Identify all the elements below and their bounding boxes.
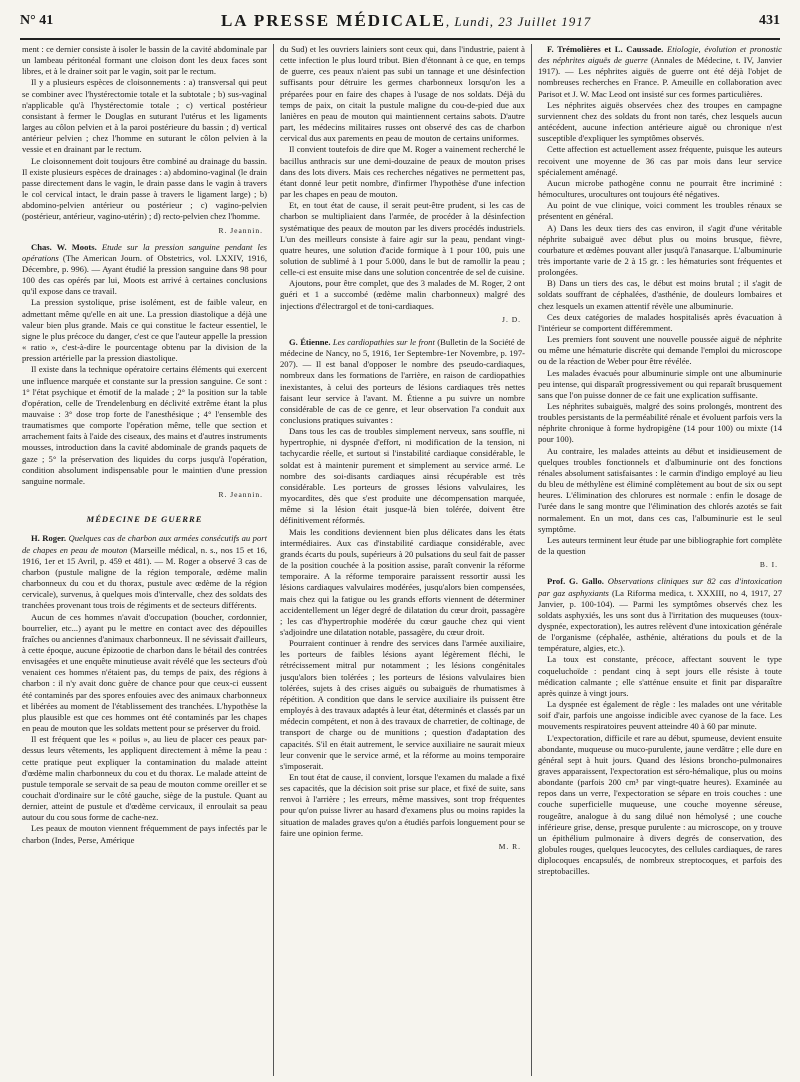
page-number: 431 — [759, 13, 780, 28]
article-entry — [22, 533, 267, 611]
paragraph: Il est fréquent que les « poilus », au lieu de placer ces peaux par-dessus leurs vêtements, les appliquent directement à même la peau : cette pratique peut expliquer la contamination du malade atteint d'œdème malin charbonneux du cou et du thorax. Le malade atteint de pustule temporale se servait de sa peau de mouton comme oreiller et se couchait d'ordinaire sur le côté gauche, siège de la pustule. Quant au dernier, atteint de pustule et d'œdème cervicaux, il enroulait sa peau autour du cou sous forme de cache-nez. — [22, 734, 267, 823]
article-entry — [22, 242, 267, 298]
paragraph: Les premiers font souvent une nouvelle poussée aiguë de néphrite ou même une hématurie discrète qui demande l'emploi du microscope ou de la réaction de Weber pour être révélée. — [538, 334, 782, 367]
article-text: Il est banal d'opposer le nombre des pseudo-cardiaques, nombreux dans les formations de l'arrière, en raison de cardiopathies inexistantes, à celui des porteurs de lésions cardiaques très nettes faisant leur service à l'avant. M. Étienne a pu suivre un nombre considérable de cas de ce genre, et leur observation l'a conduit aux conclusions pratiques suivantes : — [280, 359, 525, 425]
journal-name: LA PRESSE MÉDICALE — [220, 11, 446, 30]
paragraph: Aucun microbe pathogène connu ne pourrait être incriminé : hémocultures, urocultures ont toujours été négatives. — [538, 177, 782, 200]
article-author: G. Étienne. — [289, 336, 331, 347]
paragraph: Il existe dans la technique opératoire certains éléments qui exercent une influence marquée et constante sur la pression sanguine. Ce sont : 1° l'état psychique et émotif de la malade ; 2° la position sur la table d'opération, celle de Trendelenburg en déclivité extrême étant la plus mauvaise : 3° dose trop forte de l'anesthésique ; 4° l'ensemble des traumatismes que comporte l'opération même, telle que section et arrachement faits à l'aide des ciseaux, des mains et d'autres instruments mousses, introduction dans la cavité abdominale de grands paquets de gaze ; 5° la préservation des liquides du corps jusqu'à l'opération, condition absolument indispensable pour le maintien d'une pression sanguine normale. — [22, 364, 267, 486]
article-reference: (La Riforma medica, t. XXXIII, no 4, 1917, 27 Janvier, p. 100-104). — — [538, 587, 782, 609]
paragraph: Les néphrites aiguës observées chez des troupes en campagne surviennent chez des soldats du front non tarés, chez lesquels aucun antécédent, aucune infection antérieure aiguë ou chronique n'est susceptible d'expliquer les symptômes observés. — [538, 99, 782, 144]
paragraph: La pression systolique, prise isolément, est de faible valeur, en admettant même qu'elle en ait une. La pression diastolique a déjà une valeur bien plus grande. Mais ce qui constitue le facteur essentiel, le signe le plus précoce du danger, c'est ce que l'auteur appelle la pression « ratio », c'est-à-dire le pourcentage obtenu par la division de la pression artérielle par la pression diastolique. — [22, 297, 267, 364]
article-entry — [280, 337, 525, 426]
paragraph: Ajoutons, pour être complet, que des 3 malades de M. Roger, 2 ont guéri et 1 a succombé (œdème malin charbonneux) malgré des injections d'électrargol et de toni-cardiaques. — [280, 278, 525, 311]
paragraph: En tout état de cause, il convient, lorsque l'examen du malade a fixé ses capacités, que la décision soit prise sur place, et fixé de suite, sans renvoi à l'arrière ; les erreurs, même massives, sont trop fréquentes pour qu'on puisse livrer au hasard d'examens plus ou moins rapides la situation de malades graves qu'on a étudiés parfois longuement pour se faire une opinion ferme. — [280, 772, 525, 838]
article-title: Etiologie, évolution et pronostic des néphrites aiguës de guerre — [538, 44, 782, 66]
paragraph: Aucun de ces hommes n'avait d'occupation (boucher, cordonnier, bourrelier, etc...) ayant pu le mettre en contact avec des dépouilles fraîches ou anciennes d'animaux charbonneux. Il ne sévissait d'ailleurs, à cette époque, aucune épizootie de charbon dans le bétail des contrées envisagées et une enquête minutieuse avait révélé que les secteurs d'où venaient ces hommes n'étaient pas, du temps de paix, des régions à charbon : il n'y avait donc guère de chance pour que ceux-ci eussent été contaminés par des spores enfouies avec des animaux charbonneux et libérées au moment de l'établissement des tranchées. L'hypothèse la plus plausible est que ces hommes ont été contaminés par les chapes en peau de mouton que les soldats mettent pour se préserver du froid. — [22, 611, 267, 734]
column-1 — [22, 44, 267, 1078]
column-rule-2 — [531, 44, 532, 1076]
article-author: Prof. G. Gallo. — [547, 576, 604, 587]
article-author: F. Trémolières et L. Caussade. — [547, 44, 664, 54]
paragraph: L'expectoration, difficile et rare au début, spumeuse, devient ensuite abondante, muqueuse ou muco-purulente, jaune verdâtre ; elle dure en général sept à huit jours. Quand des lésions broncho-pulmonaires graves apparaissent, l'expectoration est séro-hémalique, plus ou moins abondante (parfois 200 cm³ par vingt-quatre heures). Examinée au repos dans un verre, l'expectoration se sépare en trois couches : une couche superficielle muqueuse, une couche moyenne séreuse, rougeâtre, analogue à du sang dilué non hémolysé ; une couche inférieure grise, dense, presque purulente : au microscope, on y trouve un épithélium pulmonaire à divers degrés de conservation, des globules rouges, quelques leucocytes, des cellules cardiaques, de rares diplocoques encapsulés, de nombreux streptocoques, et parfois des streptobacilles. — [538, 732, 782, 877]
section-heading: MÉDECINE DE GUERRE — [86, 514, 203, 525]
article-title: Les cardiopathies sur le front — [330, 336, 435, 347]
column-3 — [538, 44, 782, 1078]
article-author: Chas. W. Moots. — [31, 241, 97, 252]
column-2 — [280, 44, 525, 1078]
paragraph: du Sud) et les ouvriers lainiers sont ceux qui, dans l'industrie, paient à cette infection le plus lourd tribut. Bien d'étonnant à ce que, en temps de guerre, ces peaux n'aient pas subi un tannage et une désinfection suffisants pour détruire les germes charbonneux lorsqu'on les a préparées pour en faire des chapes à l'usage de nos soldats. Déjà du temps de paix, on citait la pustule maligne du cou-de-pied due aux lanières en peau de mouton qui maintiennent certains sabots. D'autre part, les médecins militaires russes ont observé des cas de charbon cervical dus aux parements en peau de mouton de certains uniformes. — [280, 44, 525, 144]
paragraph: Les peaux de mouton viennent fréquemment de pays infectés par le charbon (Indes, Perse, Amérique — [22, 823, 267, 845]
column-rule-1 — [273, 44, 274, 1076]
article-text: Parmi les symptômes observés chez les soldats asphyxiés, les uns sont dus à l'irritation des muqueuses (toux-dyspnée, expectoration), les autres relèvent d'une intoxication générale de l'organisme (céphalée, asthénie, altérations du pouls et de la température, algies, etc.). — [538, 598, 782, 654]
article-reference: (Bulletin de la Société de médecine de Nancy, no 5, 1916, 1er Septembre-1er Novembre, p. 197-207). — — [280, 336, 525, 370]
author-signature: R. Jeannin. — [218, 225, 263, 235]
article-reference: (Marseille médical, n. s., nos 15 et 16, 1916, 1er et 15 Avril, p. 459 et 481). — — [22, 544, 267, 566]
article-text: M. Roger a observé 3 cas de charbon (pustule maligne de la région temporale, œdème malin charbonneux du cou et du thorax, pustule avec œdème de la région cervicale), survenus, à quelques mois d'intervalle, chez des soldats des tranchées provenant tous trois de régiments et de secteurs différents. — [22, 555, 267, 611]
article-title: Etude sur la pression sanguine pendant les opérations — [22, 241, 267, 263]
author-signature: M. R. — [498, 841, 521, 851]
paragraph: Les auteurs terminent leur étude par une bibliographie fort complète de la question — [538, 534, 782, 557]
paragraph: La dyspnée est également de règle : les malades ont une véritable soif d'air, parfois une angoisse indicible avec cyanose de la face. Les mouvements respiratoires peuvent atteindre 40 à 60 par minute. — [538, 699, 782, 732]
article-text: Ayant étudié la pression sanguine dans 98 pour 100 des cas opérés par lui, Moots est arrivé à certaines conclusions qu'il expose dans ce travail. — [22, 263, 267, 297]
paragraph: B) Dans un tiers des cas, le début est moins brutal ; il s'agit de soldats souffrant de céphalées, d'asthénie, de douleurs lombaires et chez lesquels un examen attentif révèle une albuminurie. — [538, 278, 782, 311]
paragraph: Et, en tout état de cause, il serait peut-être prudent, si les cas de charbon se multipliaient dans l'armée, de procéder à la désinfection systématique des peaux de mouton par les divers procédés industriels. L'un des meilleurs consiste à faire agir sur la peau, pendant vingt-quatre heures, une solution d'acide formique à 1 pour 100, puis une solution de sublimé à 1 pour 5.000, dans le but de ramollir la peau ; celle-ci est ensuite mise dans une solution concentrée de sel de cuisine. — [280, 200, 525, 278]
masthead — [221, 11, 591, 31]
issue-date: , Lundi, 23 Juillet 1917 — [445, 14, 592, 29]
article-title: Observations cliniques sur 82 cas d'intoxication par gaz asphyxiants — [538, 576, 782, 598]
article-reference: (Annales de Médecine, t. IV, Janvier 1917). — — [538, 55, 782, 77]
author-signature: J. D. — [502, 314, 521, 324]
paragraph: A) Dans les deux tiers des cas environ, il s'agit d'une véritable néphrite subaiguë avec début plus ou moins brusque, fièvre, courbature et œdèmes pouvant aller jusqu'à l'anasarque. L'albuminurie très importante varie de 2 à 15 gr. : les hématuries sont fréquentes et prolongées. — [538, 222, 782, 278]
author-signature: B. I. — [759, 560, 778, 570]
paragraph: Au point de vue clinique, voici comment les troubles rénaux se présentent en général. — [538, 200, 782, 222]
paragraph: La toux est constante, précoce, affectant souvent le type coqueluchoïde : pendant cinq à sept jours elle résiste à toute médication calmante ; elle s'atténue ensuite et finit par disparaître après quinze à vingt jours. — [538, 654, 782, 698]
article-title: Quelques cas de charbon aux armées consécutifs au port de chapes en peau de mouton — [22, 533, 267, 555]
paragraph: ment : ce dernier consiste à isoler le bassin de la cavité abdominale par un lambeau péritonéal formant une cloison dont les deux faces sont libres, et à le drainer soit par le vagin, soit par le rectum. — [22, 44, 267, 77]
article-reference: (The American Journ. of Obstetrics, vol. LXXIV, 1916, Décembre, p. 996). — — [22, 252, 267, 274]
paragraph: Il y a plusieurs espèces de cloisonnements : a) transversal qui peut se combiner avec l'hystérectomie totale et la subtotale ; b) sus-vaginal n'applicable qu'à l'hystérectomie totale ; c) vertical postérieur consistant à fermer le Douglas en suturant l'utérus et les ligaments larges au côlon pelvien et à la paroi postérieure du bassin ; d) vertical antérieur pelvien ; chez l'homme en suturant le côlon pelvien à la vessie et en drainant par le rectum. — [22, 77, 267, 155]
article-author: H. Roger. — [31, 533, 67, 544]
author-signature: R. Jeannin. — [218, 490, 263, 500]
header-rule — [20, 38, 780, 40]
article-text: Les néphrites aiguës de guerre ont été déjà l'objet de nombreuses recherches en France. P. Ameuille en collaboration avec Parisot et J. W. Mac Leod ont insisté sur ces formes particulières. — [538, 66, 782, 99]
paragraph: Au contraire, les malades atteints au début et insidieusement de quelques troubles fonctionnels et d'albuminurie ont des fonctions rénales absolument satisfaisantes : le carmin d'indigo employé au lieu du bleu de méthylène est éliminé complètement au bout de six ou sept heures. L'élimination des chlorures est normale : enfin le dosage de l'urée dans le sang montre que l'élimination des chlorés azotés se fait normalement. En un mot, dans ces cas, l'albuminurie est le seul symptôme. — [538, 445, 782, 534]
paragraph: Le cloisonnement doit toujours être combiné au drainage du bassin. Il existe plusieurs espèces de drainages : a) abdomino-vaginal (le drain passe directement dans le vagin, le drain passe dans le vagin à travers le col cervical intact, le drain passe à travers le ligament large) ; b) abdomino-pelvien antérieur ou postérieur ; c) vagino-pelvien (postérieur, antérieur, vagino-utérin) ; d) recto-pelvien chez l'homme. — [22, 155, 267, 222]
paragraph: Pourraient continuer à rendre des services dans l'armée auxiliaire, les porteurs de faibles lésions ayant légèrement fléchi, le rétrécissement mitral pur notamment ; les lésions congénitales jusqu'alors bien tolérées ; les porteurs de lésions valvulaires bien tolérées, sujets à des crises aiguës ou subaiguës de rhumatismes à répétition. A condition que dans le service auxiliaire ils puissent être employés à des travaux adaptés à leur état, déterminés et classés par un médecin compétent, et non à des travaux de charretier, de coltinage, de transport de charge ou de munitions ; question d'adaptation des capacités. S'il en était autrement, le service auxiliaire ne saurait mieux leur convenir que le service armé, et la réforme au moins temporaire s'imposerait. — [280, 638, 525, 771]
article-entry — [538, 44, 782, 100]
article-entry — [538, 576, 782, 654]
paragraph: Cette affection est actuellement assez fréquente, puisque les auteurs recoivent une moyenne de 36 cas par mois dans leur service spécialement aménagé. — [538, 144, 782, 177]
paragraph: Ces deux catégories de malades hospitalisés après évacuation à l'intérieur se comportent différemment. — [538, 311, 782, 333]
issue-number: N° 41 — [20, 13, 54, 28]
paragraph: Les malades évacués pour albuminurie simple ont une albuminurie peu intense, qui disparaît progressivement ou qui reparaît brusquement sans que l'on puisse donner de ce fait une explication suffisante. — [538, 367, 782, 400]
paragraph: Les néphrites subaiguës, malgré des soins prolongés, montrent des troubles persistants de la perméabilité rénale et évoluent parfois vers la néphrite chronique à forme hydropigène (14 pour 100) ou mixte (14 pour 100). — [538, 401, 782, 445]
paragraph: Dans tous les cas de troubles simplement nerveux, sans souffle, ni hypertrophie, ni dyspnée d'effort, ni modification de la tension, ni tachycardie réelle, et surtout si l'instabilité cardiaque considérable, le soldat est à maintenir purement et simplement au service armé. Le nombre des soi-disants cardiaques ainsi récupérable est très considérable. Les porteurs de grosses lésions valvulaires, les myocardites, dès que s'est produite une décompensation marquée, même si la lésion était jusque-là bien tolérée, doivent être définitivement réformés. — [280, 426, 525, 526]
page-header — [20, 6, 780, 36]
paragraph: Mais les conditions deviennent bien plus délicates dans les états intermédiaires. Aux cas d'instabilité cardiaque considérable, avec grands écarts du pouls, supérieurs à 20 pulsations du seul fait de passer de la position couchée à la position assise, paraît convenir la réforme temporaire. A la réforme temporaire paraissent ressortir aussi les lésions cardiaques valvulaires modérées, jusqu'alors bien compensées, mais chez qui la fatigue ou les grands efforts viennent de déterminer accidentellement un léger degré de dilatation du cœur droit, passagère ; les cas d'hypertrophie modérée du cœur gauche chez qui vient s'adjoindre une dilatation notable, passagère, du cœur droit. — [280, 526, 525, 637]
paragraph: Il convient toutefois de dire que M. Roger a vainement recherché le bacillus anthracis sur une demi-douzaine de peaux de mouton prises dans des lots divers. Mais ces recherches négatives ne permettent pas, étant donné leur petit nombre, d'infirmer l'hypothèse d'une infection par les chapes en peau de mouton. — [280, 144, 525, 200]
